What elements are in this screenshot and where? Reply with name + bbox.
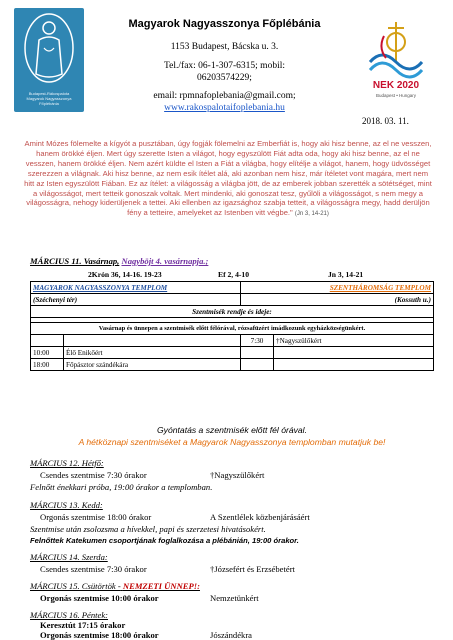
quote-text: Amint Mózes fölemelte a kígyót a pusztában, úgy fogják fölemelni az Emberfiát is, hogy aki hisz benne, az el ne vesszen, hanem örökké éljen. Mert úgy szerette Isten a világot, hogy egyszülött Fiát adta oda, hogy aki hisz benne, az el ne vesszen, hanem örökké éljen. Nem azért küldte el Isten a Fiát a világba, hogy elítélje a világot, hanem, hogy üdvösséget szerezzen a világnak. Aki hisz benne, az nem esik ítélet alá, aki azonban nem hisz, már ítéletet vont magára, mert nem hitt az Isten egyszülött Fiában. Ez az ítélet: a világosság a világba jött, de az emberek jobban szerették a sötétséget, mint a világosságot, mert tetteik gonoszak voltak. Mert mindenki, aki gonoszat tesz, gyűlöli a világosságot, s nem megy a világosságra, nehogy kiderüljenek a tettei. Aki ellenben az igazsághoz szabja tetteit, a világosságra megy, hadd derüljön fény a tetteire, amelyeket az Istenben vitt végbe."	[24, 139, 432, 218]
mass-time: 7:30	[241, 335, 274, 347]
mary-icon	[14, 8, 84, 88]
table-row	[31, 282, 434, 294]
day-heading-friday: MÁRCIUS 16. Péntek:	[30, 610, 109, 620]
note-tuesday-catechumen: Felnőttek Katekumen csoportjának foglalkozása a plébánián, 19:00 órakor.	[30, 536, 299, 545]
intention-wednesday: †Józsefért és Erzsébetért	[210, 564, 295, 574]
mass-intention: Főpásztor szándékára	[64, 359, 241, 371]
website-link[interactable]: www.rakospalotaifoplebania.hu	[164, 103, 285, 113]
reading-2: Ef 2, 4-10	[218, 270, 250, 279]
nek-title: NEK 2020	[372, 80, 420, 91]
national-holiday-tag: NEMZETI ÜNNEP!:	[122, 581, 200, 591]
church-2-name: SZENTHÁROMSÁG TEMPLOM	[329, 283, 431, 292]
mass-monday: Csendes szentmise 7:30 órakor	[40, 470, 147, 480]
mass-wednesday: Csendes szentmise 7:30 órakor	[40, 564, 147, 574]
day-heading-thursday: MÁRCIUS 15. Csütörtök - NEMZETI ÜNNEP!:	[30, 581, 200, 591]
mass-time: 10:00	[31, 347, 64, 359]
way-of-cross-friday: Keresztút 17:15 órakor	[40, 620, 126, 630]
nek-emblem-icon	[358, 18, 434, 80]
confession-note: Gyóntatás a szentmisék előtt fél órával.	[157, 425, 307, 435]
mass-thursday: Orgonás szentmise 10:00 órakor	[40, 593, 159, 603]
order-title: Szentmisék rendje és ideje:	[31, 306, 434, 318]
quote-reference: (Jn 3, 14-21)	[294, 211, 329, 218]
nek-subtitle: Budapest • Hungary	[375, 93, 417, 98]
phone-line-1: Tel./fax: 06-1-307-6315; mobil:	[164, 61, 285, 71]
intention-tuesday: A Szentlélek közbenjárásáért	[210, 512, 310, 522]
table-row	[31, 359, 434, 371]
parish-logo	[14, 8, 84, 112]
intention-monday: †Nagyszülőkért	[210, 470, 265, 480]
intention-thursday: Nemzetünkért	[210, 593, 259, 603]
mass-friday: Orgonás szentmise 18:00 órakor	[40, 630, 159, 640]
note-tuesday: Szentmise után zsolozsma a hívekkel, papi és szerzetesi hivatásokért.	[30, 524, 266, 534]
church-2-address: (Kossuth u.)	[241, 294, 434, 306]
table-row	[31, 347, 434, 359]
rosary-notice: Vasárnap és ünnepen a szentmisék előtt félórával, rózsafüzért imádkozunk egyházközségünkért.	[31, 323, 434, 335]
mass-intention: Élő Enikőért	[64, 347, 241, 359]
note-monday: Felnőtt énekkari próba, 19:00 órakor a templomban.	[30, 482, 213, 492]
logo-caption: Budapest-Rákospalota Magyarok Nagyasszonya Főplébánia	[26, 91, 72, 106]
table-row	[31, 335, 434, 347]
sunday-tag: Nagyböjt 4. vasárnapja.;	[121, 256, 209, 266]
gospel-quote	[22, 139, 434, 220]
day-heading-monday: MÁRCIUS 12. Hétfő:	[30, 458, 104, 468]
bulletin-date: 2018. 03. 11.	[362, 116, 409, 126]
mass-intention: †Nagyszülőkért	[274, 335, 434, 347]
reading-3: Jn 3, 14-21	[328, 270, 364, 279]
email: email: rpmnafoplebania@gmail.com;	[153, 91, 296, 101]
page-title: Magyarok Nagyasszonya Főplébánia	[128, 18, 321, 30]
table-row	[31, 323, 434, 335]
nek-logo	[358, 18, 434, 110]
church-1-address: (Széchenyi tér)	[31, 294, 241, 306]
weekday-mass-note: A hétköznapi szentmiséket a Magyarok Nagyasszonya templomban mutatjuk be!	[78, 437, 386, 447]
table-row	[31, 294, 434, 306]
intention-friday: Jószándékra	[210, 630, 252, 640]
sunday-heading	[30, 256, 208, 266]
church-1-name: MAGYAROK NAGYASSZONYA TEMPLOM	[33, 283, 168, 292]
day-heading-tuesday: MÁRCIUS 13. Kedd:	[30, 500, 103, 510]
table-row	[31, 306, 434, 318]
mass-tuesday: Orgonás szentmise 18:00 órakor	[40, 512, 152, 522]
mass-time: 18:00	[31, 359, 64, 371]
reading-1: 2Krón 36, 14-16. 19-23	[88, 270, 162, 279]
address: 1153 Budapest, Bácska u. 3.	[170, 42, 279, 52]
mass-schedule-table	[30, 281, 434, 371]
phone-line-2: 06203574229;	[197, 73, 252, 83]
day-heading-wednesday: MÁRCIUS 14. Szerda:	[30, 552, 108, 562]
sunday-date: MÁRCIUS 11. Vasárnap,	[30, 256, 120, 266]
